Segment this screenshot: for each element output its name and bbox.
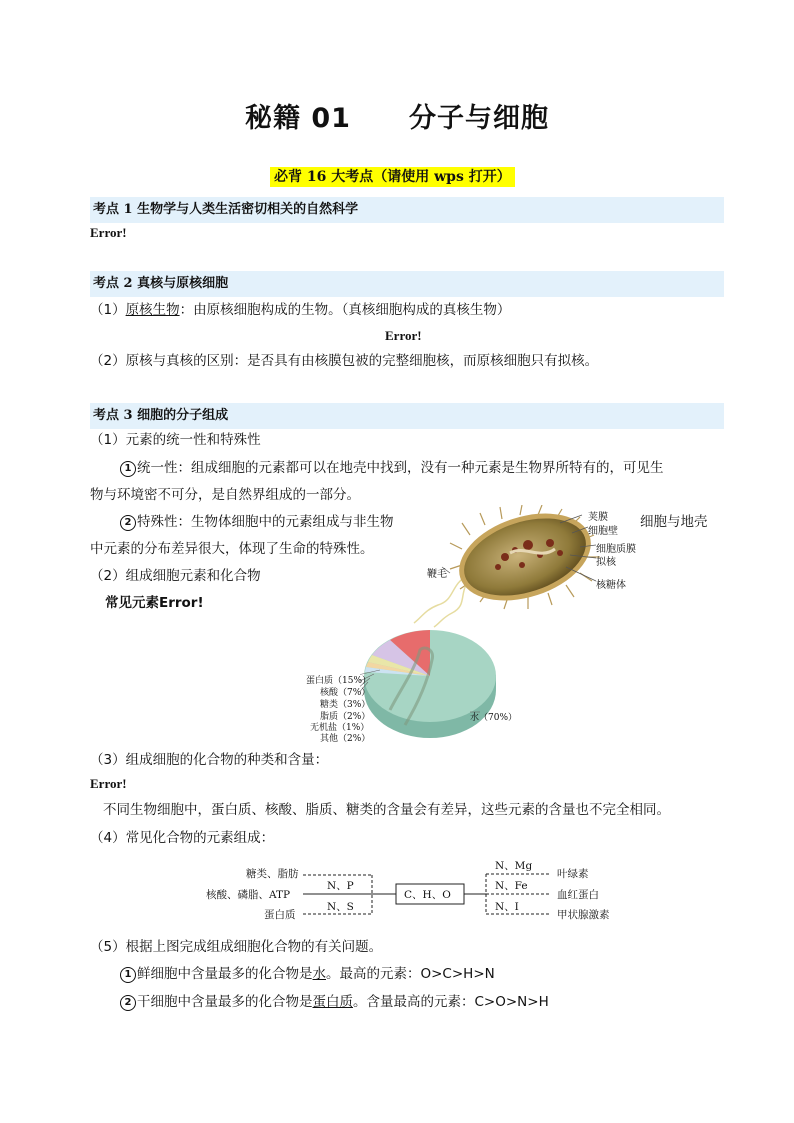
right-label-chlorophyll: 叶绿素 [557, 868, 589, 880]
k3-unity-text: 统一性：组成细胞的元素都可以在地壳中找到，没有一种元素是生物界所特有的，可见生 [137, 460, 664, 476]
common-elements: 常见元素Error! [105, 595, 204, 611]
title-right: 分子与细胞 [408, 103, 549, 134]
circle-number-2: 2 [120, 515, 136, 531]
q1-rest: 。最高的元素：O>C>H>N [326, 966, 495, 982]
subtitle: 必背 16 大考点（请使用 wps 打开） [270, 167, 515, 187]
q2-text: 干细胞中含量最多的化合物是 [137, 994, 313, 1010]
k2-p1-prefix: （1） [90, 302, 126, 318]
bacterium-illustration [410, 505, 660, 630]
circle-number-4: 2 [120, 995, 136, 1011]
legend-water: 水（70%） [470, 713, 518, 723]
k3-section-1: （1）元素的统一性和特殊性 [90, 432, 261, 448]
compound-pie-chart [360, 630, 500, 745]
q1-text: 鲜细胞中含量最多的化合物是 [137, 966, 313, 982]
k3-section-5: （5）根据上图完成组成细胞化合物的有关问题。 [90, 939, 383, 955]
title-left: 秘籍 01 [245, 103, 351, 134]
k3-unity-line-2: 物与环境密不可分，是自然界组成的一部分。 [90, 487, 360, 503]
right-label-hemoglobin: 血红蛋白 [557, 889, 599, 901]
label-capsule: 荚膜 [588, 512, 608, 523]
legend-lipid: 脂质（2%） [320, 712, 371, 722]
legend-other: 其他（2%） [320, 734, 371, 744]
label-cell-membrane: 细胞质膜 [596, 544, 636, 555]
page-title [0, 96, 794, 135]
k3-special-line [120, 512, 394, 532]
answer-line-1 [120, 964, 495, 984]
label-nucleoid: 拟核 [596, 557, 616, 568]
k2-p1-term: 原核生物 [125, 302, 180, 318]
section-heading-1: 考点 1 生物学与人类生活密切相关的自然科学 [90, 197, 724, 223]
error-text-2: Error! [385, 328, 422, 343]
k3-unity-line [120, 458, 664, 478]
right-box-ni: N、I [495, 901, 519, 913]
k3-section-3: （3）组成细胞的化合物的种类和含量： [90, 752, 329, 768]
q2-rest: 。含量最高的元素：C>O>N>H [353, 994, 549, 1010]
k3-special-tail: 细胞与地壳 [640, 514, 708, 530]
k3-difference: 不同生物细胞中，蛋白质、核酸、脂质、糖类的含量会有差异，这些元素的含量也不完全相同。 [103, 802, 670, 818]
k3-section-4: （4）常见化合物的元素组成： [90, 830, 275, 846]
left-label-sugar-fat: 糖类、脂肪 [246, 868, 299, 880]
left-box-np: N、P [327, 880, 354, 892]
section-heading-3: 考点 3 细胞的分子组成 [90, 403, 724, 429]
circle-number-1: 1 [120, 461, 136, 477]
error-text-1: Error! [90, 225, 127, 240]
right-box-nfe: N、Fe [495, 880, 528, 892]
left-label-protein: 蛋白质 [264, 909, 296, 921]
label-flagellum: 鞭毛 [427, 569, 447, 580]
center-box-cho: C、H、O [404, 889, 451, 901]
legend-inorganic-salt: 无机盐（1%） [310, 723, 370, 733]
k2-paragraph-2: （2）原核与真核的区别：是否具有由核膜包被的完整细胞核，而原核细胞只有拟核。 [90, 353, 599, 369]
right-box-nmg: N、Mg [495, 860, 533, 872]
error-text-3: Error! [90, 776, 127, 791]
q1-answer: 水 [312, 966, 326, 982]
k3-special-text: 特殊性：生物体细胞中的元素组成与非生物 [137, 514, 394, 530]
circle-number-3: 1 [120, 967, 136, 983]
legend-nucleic-acid: 核酸（7%） [320, 688, 371, 698]
legend-protein: 蛋白质（15%） [306, 676, 372, 686]
answer-line-2 [120, 992, 549, 1012]
k3-special-line-2: 中元素的分布差异很大，体现了生命的特殊性。 [90, 541, 374, 557]
right-label-thyroxine: 甲状腺激素 [557, 909, 610, 921]
q2-answer: 蛋白质 [312, 994, 353, 1010]
left-label-nucleic-atp: 核酸、磷脂、ATP [206, 889, 291, 901]
k2-p1-rest: ：由原核细胞构成的生物。（真核细胞构成的真核生物） [179, 302, 511, 318]
legend-sugar: 糖类（3%） [320, 700, 371, 710]
label-cell-wall: 细胞壁 [588, 526, 618, 537]
section-heading-2: 考点 2 真核与原核细胞 [90, 271, 724, 297]
label-ribosome: 核糖体 [596, 580, 626, 591]
k2-paragraph-1 [90, 300, 510, 320]
left-box-ns: N、S [327, 901, 354, 913]
k3-section-2: （2）组成细胞元素和化合物 [90, 568, 261, 584]
